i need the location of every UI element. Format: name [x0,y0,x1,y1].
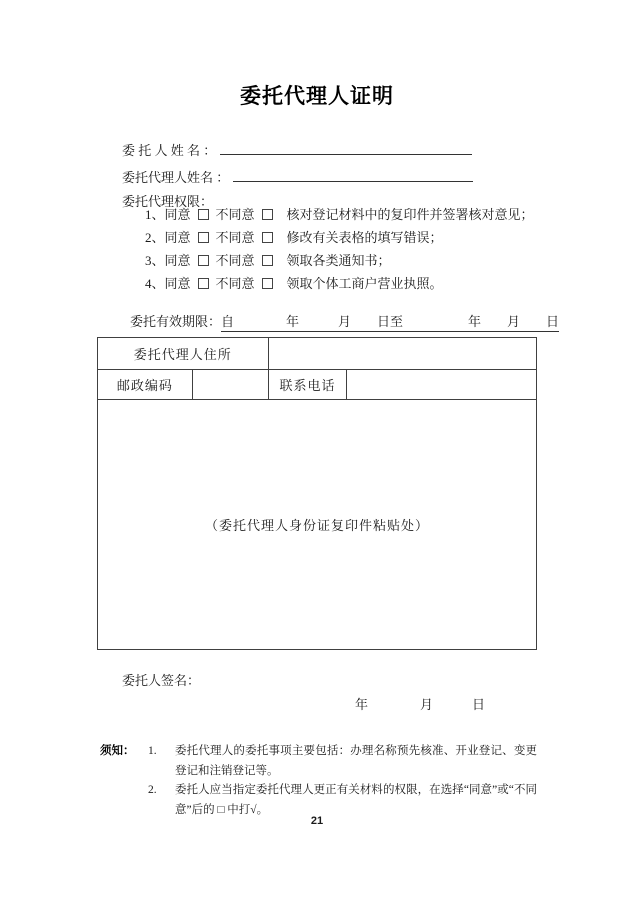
agree-label: 同意 [164,230,191,245]
page-number: 21 [310,815,324,827]
agree-checkbox-1[interactable] [198,209,209,220]
table-row-address [98,338,537,370]
principal-name-blank-line[interactable] [220,141,472,155]
authority-item-number: 3、 [145,253,165,268]
table-row-contact [98,370,537,400]
document-title: 委托代理人证明 [240,85,394,108]
validity-period-label: 委托有效期限： [130,314,222,329]
authority-item-desc: 核对登记材料中的复印件并签署核对意见； [286,207,534,222]
disagree-checkbox-4[interactable] [262,278,273,289]
principal-signature-label: 委托人签名： [122,673,201,688]
disagree-label: 不同意 [215,207,255,222]
agent-info-table [97,337,537,650]
agree-label: 同意 [164,276,191,291]
disagree-label: 不同意 [215,230,255,245]
signature-date-line[interactable]: 年 月 日 [355,697,486,712]
authority-item-desc: 领取个体工商户营业执照。 [286,276,443,291]
id-copy-paste-area[interactable]: （委托代理人身份证复印件粘贴处） [98,400,537,650]
disagree-label: 不同意 [215,276,255,291]
authority-item-number: 1、 [145,207,165,222]
authority-item-desc: 领取各类通知书； [286,253,391,268]
disagree-checkbox-3[interactable] [262,255,273,266]
agree-label: 同意 [164,253,191,268]
authority-item-1 [145,204,534,223]
agent-name-blank-line[interactable] [233,168,473,182]
note-number: 1. [148,745,157,757]
agent-name-label: 委托代理人姓名 ： [122,170,230,185]
authority-item-4 [145,273,443,292]
agent-name-row [122,167,473,186]
table-row-paste-area [98,400,537,650]
agree-checkbox-3[interactable] [198,255,209,266]
postal-code-input-cell[interactable] [192,370,268,400]
authority-item-3 [145,250,391,269]
postal-code-label: 邮政编码 [98,370,193,400]
principal-name-label: 委 托 人 姓 名 ： [122,143,217,158]
phone-label: 联系电话 [268,370,347,400]
authority-item-number: 2、 [145,230,165,245]
agent-address-input-cell[interactable] [268,338,536,370]
note-text: 委托人应当指定委托代理人更正有关材料的权限，在选择“同意”或“不同意”后的 □ 中打√。 [175,784,537,816]
disagree-checkbox-1[interactable] [262,209,273,220]
disagree-checkbox-2[interactable] [262,232,273,243]
notes-label: 须知： [100,745,135,757]
phone-input-cell[interactable] [347,370,537,400]
disagree-label: 不同意 [215,253,255,268]
validity-period-blank-line[interactable]: 自 年 月 日至 年 月 日 [221,314,559,332]
note-item-1 [148,742,550,781]
authority-item-2 [145,227,443,246]
note-text: 委托代理人的委托事项主要包括：办理名称预先核准、开业登记、变更登记和注销登记等。 [175,745,537,777]
principal-name-row [122,140,472,159]
notes-section [100,742,550,820]
agent-address-label: 委托代理人住所 [98,338,269,370]
agree-checkbox-2[interactable] [198,232,209,243]
agree-label: 同意 [164,207,191,222]
note-number: 2. [148,784,157,796]
authority-item-number: 4、 [145,276,165,291]
authority-section-label: 委托代理权限： [122,194,214,209]
agree-checkbox-4[interactable] [198,278,209,289]
authority-item-desc: 修改有关表格的填写错误； [286,230,443,245]
